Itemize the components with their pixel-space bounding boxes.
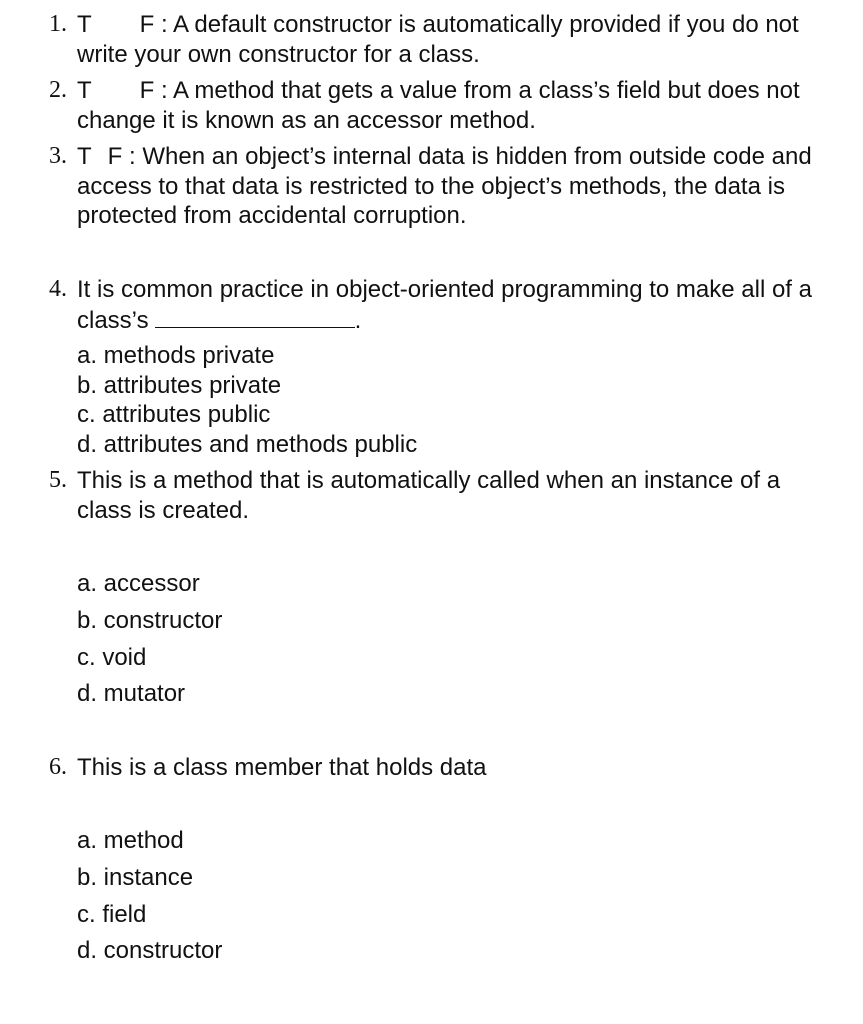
false-option: F (139, 77, 155, 104)
option-a: a. accessor (77, 570, 200, 597)
option-c: c. field (77, 901, 147, 928)
question-prompt: It is common practice in object-oriented programming to make all of a class’s (77, 276, 812, 334)
statement: : A method that gets a value from a class’s field but does not change it is known as an accessor method. (77, 77, 800, 134)
option-b: b. constructor (77, 607, 223, 634)
question-text: This is a method that is automatically called when an instance of a class is created. (77, 467, 781, 524)
question-text: This is a class member that holds data (77, 754, 487, 781)
statement: : When an object’s internal data is hidden from outside code and access to that data is restricted to the object’s methods, the data is protected from accidental corruption. (77, 143, 812, 229)
question-text (77, 76, 821, 135)
option-d: d. mutator (77, 680, 186, 707)
false-option: F (107, 143, 123, 170)
statement: : A default constructor is automatically provided if you do not write your own constructor for a class. (77, 11, 799, 68)
question-number: 2. (49, 77, 67, 103)
question-number: 1. (49, 11, 67, 37)
option-c: c. attributes public (77, 401, 271, 428)
question-text (77, 275, 821, 335)
true-option: T (77, 143, 92, 170)
question-number: 4. (49, 276, 67, 302)
option-b: b. instance (77, 864, 194, 891)
true-option: T (77, 77, 92, 104)
option-a: a. methods private (77, 342, 275, 369)
option-d: d. constructor (77, 937, 223, 964)
option-a: a. method (77, 827, 184, 854)
option-b: b. attributes private (77, 372, 282, 399)
question-number: 3. (49, 143, 67, 169)
option-d: d. attributes and methods public (77, 431, 418, 458)
true-option: T (77, 11, 92, 38)
question-number: 5. (49, 467, 67, 493)
false-option: F (139, 11, 155, 38)
question-text (77, 142, 821, 231)
option-c: c. void (77, 644, 147, 671)
question-text (77, 10, 821, 69)
blank-end: . (354, 306, 362, 334)
answer-blank (155, 305, 355, 328)
question-number: 6. (49, 754, 67, 780)
